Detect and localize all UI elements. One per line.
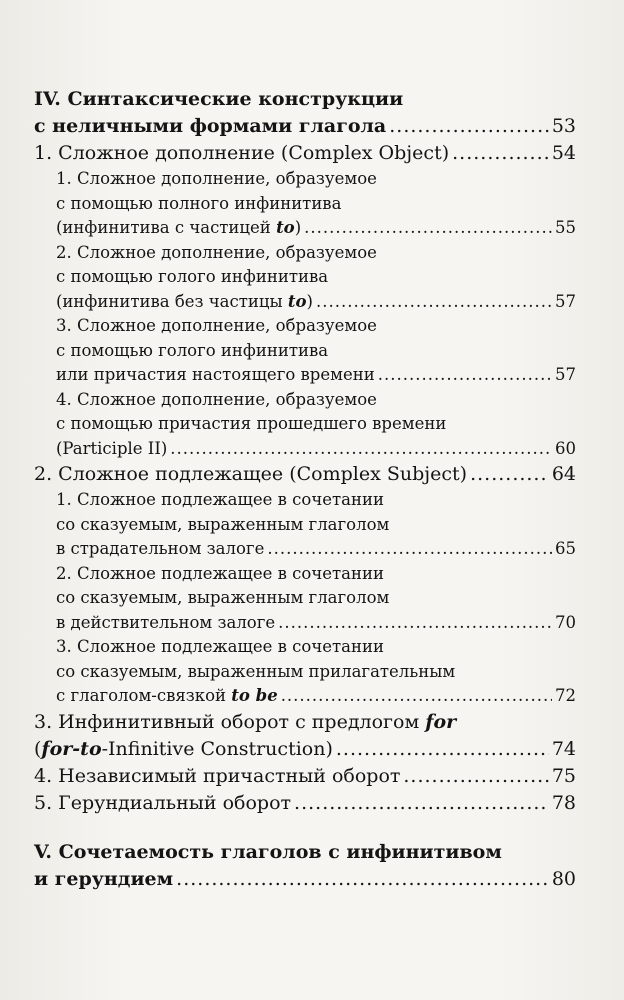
item-2-title: 2. Сложное подлежащее (Complex Subject)	[34, 463, 468, 485]
item-3-text	[34, 736, 333, 762]
item-2-3-text-a: с глаголом-связкой	[56, 686, 232, 705]
dot-leader	[316, 290, 552, 314]
toc-item-2[interactable]	[34, 461, 576, 488]
toc-item-1-3-line1	[34, 314, 576, 339]
dot-leader	[470, 461, 549, 487]
item-3-emphasis: for-to	[41, 737, 102, 760]
page-number: 75	[551, 764, 576, 787]
page-number: 60	[555, 438, 576, 458]
toc-item-1-2-line1	[34, 241, 576, 266]
item-2-2-text: со сказуемым, выраженным глаголом	[56, 588, 390, 607]
toc-item-2-3-line1	[34, 635, 576, 660]
toc-item-1-4-line1	[34, 388, 576, 413]
page-number: 65	[555, 539, 576, 558]
item-2-1-text: в страдательном залоге	[56, 539, 265, 558]
dot-leader	[278, 611, 552, 635]
item-1-2-text	[56, 290, 313, 314]
page-number: 55	[555, 218, 576, 237]
dot-leader	[294, 790, 549, 816]
item-1-4-text: (Participle II)	[56, 438, 168, 458]
toc-item-1-1-line3[interactable]	[34, 216, 576, 241]
toc-item-3-line2[interactable]	[34, 736, 576, 763]
item-3-text	[34, 709, 456, 735]
toc-item-1-1-line1	[34, 167, 576, 192]
toc-item-1-3-line3[interactable]	[34, 363, 576, 388]
dot-leader	[452, 140, 549, 166]
toc-item-3-line1	[34, 709, 576, 736]
page-number: 80	[551, 867, 576, 890]
item-1-2-text: 2. Сложное дополнение, образуемое	[56, 242, 377, 262]
toc-item-2-3-line2	[34, 660, 576, 685]
page-number: 70	[555, 612, 576, 632]
item-2-3-text: 3. Сложное подлежащее в сочетании	[56, 637, 384, 656]
item-2-3-text	[56, 684, 278, 708]
dot-leader	[389, 113, 549, 139]
page-number: 64	[551, 463, 576, 485]
dot-leader	[170, 437, 552, 461]
dot-leader	[403, 763, 548, 789]
toc-item-4[interactable]	[34, 763, 576, 790]
item-2-2-text: 2. Сложное подлежащее в сочетании	[56, 563, 384, 583]
spacer	[34, 817, 576, 839]
section-iv-title-line2: с неличными формами глагола	[34, 115, 387, 137]
toc-item-1-4-line2	[34, 412, 576, 437]
item-2-1-text: со сказуемым, выраженным глаголом	[56, 514, 390, 534]
dot-leader	[281, 684, 552, 708]
toc-section-iv-line2[interactable]	[34, 113, 576, 140]
page-number: 74	[551, 737, 576, 760]
item-1-3-text: с помощью голого инфинитива	[56, 340, 329, 360]
toc-item-1-1-line2	[34, 192, 576, 217]
item-4-title: 4. Независимый причастный оборот	[34, 764, 401, 787]
item-5-title: 5. Герундиальный оборот	[34, 791, 292, 814]
toc-item-2-3-line3[interactable]	[34, 684, 576, 709]
item-1-1-text-a: (инфинитива с частицей	[56, 218, 277, 237]
page-number: 78	[551, 791, 576, 814]
item-1-3-text: или причастия настоящего времени	[56, 365, 375, 384]
toc-item-2-1-line2	[34, 513, 576, 538]
toc-section-iv-line1	[34, 86, 576, 113]
section-v-title-line1: V. Сочетаемость глаголов с инфинитивом	[34, 840, 502, 863]
toc-item-2-1-line1	[34, 488, 576, 513]
section-v-title-line2: и герундием	[34, 867, 174, 890]
page-number: 57	[555, 365, 576, 384]
item-2-3-text: со сказуемым, выраженным прилагательным	[56, 661, 456, 681]
toc-item-2-2-line2	[34, 586, 576, 611]
item-1-2-text-a: (инфинитива без частицы	[56, 291, 288, 311]
toc-item-5[interactable]	[34, 790, 576, 817]
toc-item-2-1-line3[interactable]	[34, 537, 576, 562]
item-1-3-text: 3. Сложное дополнение, образуемое	[56, 316, 377, 335]
item-3-emphasis: for	[425, 710, 457, 733]
item-3-text-a: 3. Инфинитивный оборот с предлогом	[34, 710, 426, 733]
item-1-1-text: с помощью полного инфинитива	[56, 193, 342, 213]
dot-leader	[336, 736, 549, 762]
item-1-4-text: 4. Сложное дополнение, образуемое	[56, 389, 377, 409]
item-1-1-text	[56, 216, 301, 240]
page-number: 54	[551, 142, 576, 164]
page-number: 53	[551, 115, 576, 137]
item-2-2-text: в действительном залоге	[56, 612, 276, 632]
toc-item-2-2-line3[interactable]	[34, 611, 576, 636]
toc-section-v-line1	[34, 839, 576, 866]
item-1-2-emphasis: to	[287, 291, 307, 311]
item-3-text-b: -Infinitive Construction)	[101, 737, 333, 760]
dot-leader	[304, 216, 552, 240]
item-3-text-a: (	[34, 737, 42, 760]
item-1-4-text: с помощью причастия прошедшего времени	[56, 414, 447, 433]
dot-leader	[378, 363, 552, 387]
table-of-contents	[34, 86, 576, 893]
toc-item-2-2-line1	[34, 562, 576, 587]
page-number: 57	[555, 291, 576, 311]
section-iv-title-line1: IV. Синтаксические конструкции	[34, 88, 404, 110]
toc-item-1[interactable]	[34, 140, 576, 167]
toc-item-1-2-line3[interactable]	[34, 290, 576, 315]
dot-leader	[176, 866, 549, 892]
toc-section-v-line2[interactable]	[34, 866, 576, 893]
toc-item-1-4-line3[interactable]	[34, 437, 576, 462]
toc-item-1-3-line2	[34, 339, 576, 364]
item-1-2-text-b: )	[306, 291, 313, 311]
item-1-2-text: с помощью голого инфинитива	[56, 267, 329, 286]
item-1-1-emphasis: to	[276, 218, 295, 237]
item-2-1-text: 1. Сложное подлежащее в сочетании	[56, 490, 384, 509]
page-number: 72	[555, 686, 576, 705]
item-2-3-emphasis: to be	[231, 686, 278, 705]
item-1-title: 1. Сложное дополнение (Complex Object)	[34, 142, 450, 164]
item-1-1-text-b: )	[294, 218, 302, 237]
dot-leader	[267, 537, 552, 561]
item-1-1-text: 1. Сложное дополнение, образуемое	[56, 169, 377, 188]
toc-item-1-2-line2	[34, 265, 576, 290]
